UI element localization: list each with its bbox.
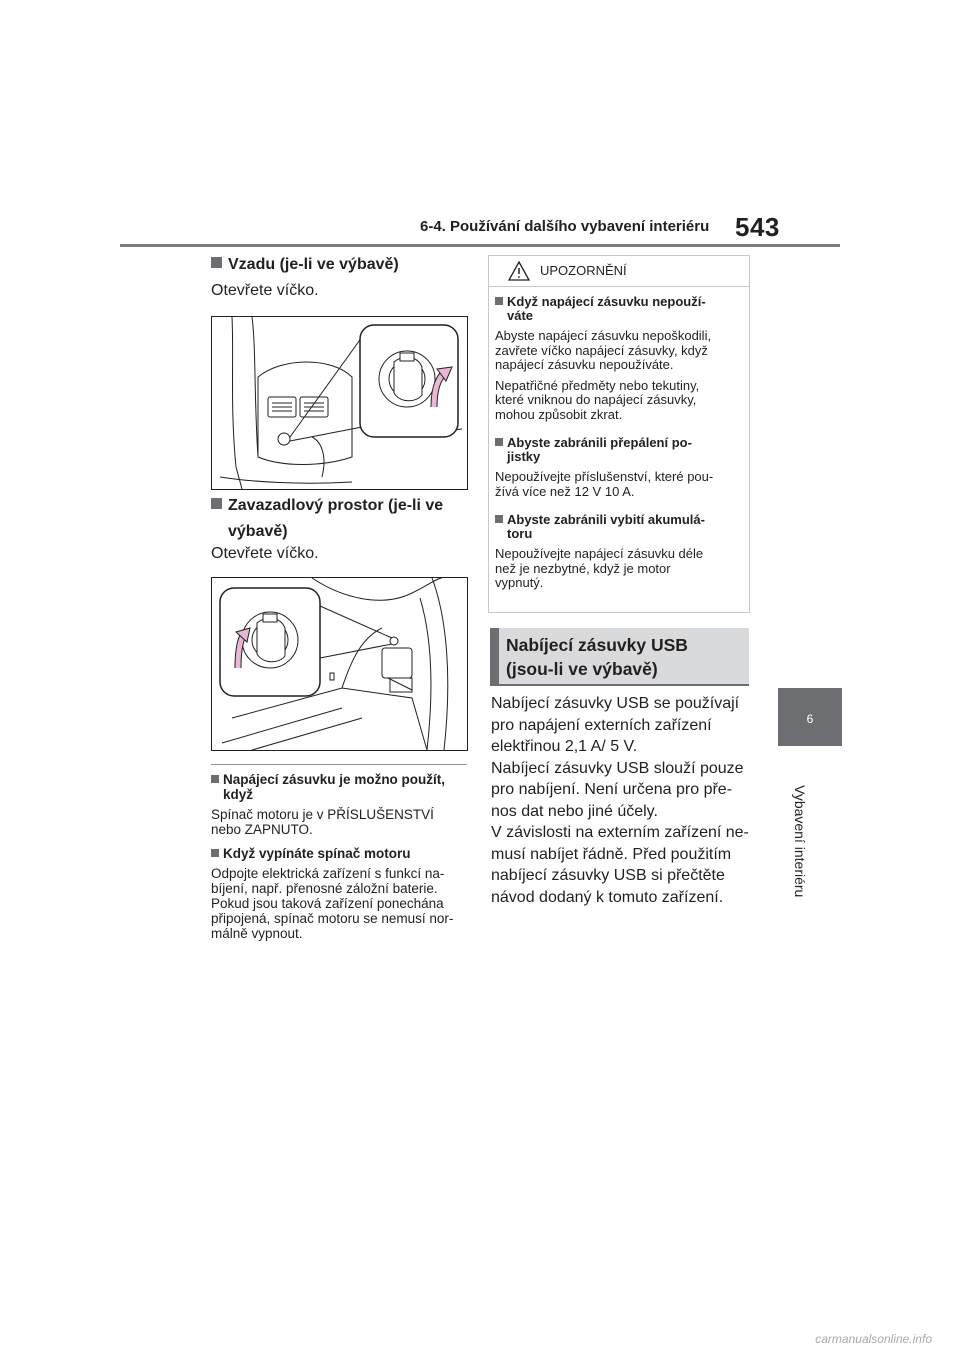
cargo-text: Otevřete víčko. — [211, 545, 319, 562]
note2-line: bíjení, např. přenosné záložní baterie. — [211, 881, 438, 896]
chapter-title: Vybavení interiéru — [792, 785, 808, 898]
cargo-outlet-drawing — [212, 578, 467, 750]
usb-section-rule — [490, 684, 749, 686]
caution-line: Abyste napájecí zásuvku nepoškodili, — [495, 328, 712, 343]
caution-line: mohou způsobit zkrat. — [495, 406, 623, 422]
caution-line: Nepoužívejte příslušenství, které pou- — [495, 469, 714, 484]
usb-line: pro nabíjení. Není určena pro pře- — [491, 781, 733, 798]
caution-heading-line: váte — [507, 308, 534, 323]
caution-heading-line: jistky — [507, 449, 541, 464]
caution-item-heading — [495, 295, 745, 323]
caution-heading-line: Abyste zabránili vybití akumulá- — [507, 512, 705, 527]
caution-line: napájecí zásuvku nepoužíváte. — [495, 357, 674, 372]
rear-heading — [211, 256, 399, 274]
usb-line: nabíjecí zásuvky USB si přečtěte — [491, 867, 725, 884]
note2-line: připojená, spínač motoru se nemusí nor- — [211, 911, 454, 926]
caution-heading-line: toru — [507, 526, 533, 541]
usb-line: Nabíjecí zásuvky USB se používají — [491, 695, 740, 712]
caution-line: než je nezbytné, když je motor — [495, 560, 671, 576]
caution-heading-line: Abyste zabránili přepálení po- — [507, 435, 692, 450]
caution-title: UPOZORNĚNÍ — [540, 263, 627, 278]
caution-line: zavřete víčko napájecí zásuvky, když — [495, 342, 708, 358]
usb-line: musí nabíjet řádně. Před použitím — [491, 845, 732, 863]
caution-paragraph — [495, 329, 745, 373]
note1-text-line2: nebo ZAPNUTO. — [211, 822, 313, 837]
bullet-square-icon — [211, 775, 219, 783]
rear-outlet-illustration — [211, 316, 468, 490]
caution-line: Nepatřičné předměty nebo tekutiny, — [495, 377, 700, 393]
rear-outlet-drawing — [212, 317, 467, 489]
caution-heading-line: Když napájecí zásuvku nepouží- — [507, 294, 706, 309]
note2-line: Odpojte elektrická zařízení s funkcí na- — [211, 866, 445, 881]
caution-item-heading — [495, 513, 745, 541]
warning-triangle-icon — [508, 261, 530, 281]
note1-text-line1: Spínač motoru je v PŘÍSLUŠENSTVÍ — [211, 807, 434, 822]
note2-heading: Když vypínáte spínač motoru — [223, 846, 411, 861]
bullet-square-icon — [495, 438, 503, 446]
caution-paragraph — [495, 547, 745, 591]
caution-line: které vniknou do napájecí zásuvky, — [495, 392, 697, 407]
page-number: 543 — [735, 212, 780, 242]
usb-title-line2: (jsou-li ve výbavě) — [506, 659, 658, 679]
usb-body — [491, 693, 756, 908]
usb-section-title — [506, 633, 688, 681]
cargo-heading-line1: Zavazadlový prostor (je-li ve — [228, 497, 444, 514]
notes-divider — [211, 764, 467, 765]
usb-line: nos dat nebo jiné účely. — [491, 802, 658, 820]
cargo-outlet-illustration — [211, 577, 468, 751]
note2-line: Pokud jsou taková zařízení ponechána — [211, 896, 444, 911]
note-power-outlet-usable — [211, 772, 471, 941]
note1-heading-line2: když — [223, 787, 254, 802]
usb-line: Nabíjecí zásuvky USB slouží pouze — [491, 759, 744, 777]
rear-text: Otevřete víčko. — [211, 282, 319, 299]
bullet-square-icon — [211, 498, 222, 509]
chapter-number: 6 — [806, 712, 814, 726]
rear-heading-text: Vzadu (je-li ve výbavě) — [228, 256, 399, 273]
bullet-square-icon — [211, 849, 219, 857]
caution-line: Nepoužívejte napájecí zásuvku déle — [495, 546, 704, 561]
caution-paragraph — [495, 470, 745, 499]
usb-title-line1: Nabíjecí zásuvky USB — [506, 635, 688, 655]
note2-text — [211, 866, 471, 941]
bullet-square-icon — [211, 257, 222, 268]
watermark: carmanualsonline.info — [815, 1332, 932, 1346]
bullet-square-icon — [495, 297, 503, 305]
usb-line: elektřinou 2,1 A/ 5 V. — [491, 738, 638, 755]
usb-line: návod dodaný k tomuto zařízení. — [491, 888, 724, 906]
cargo-heading-line2: výbavě) — [228, 523, 288, 540]
header-rule — [120, 244, 840, 247]
caution-paragraph — [495, 379, 745, 423]
usb-line: pro napájení externích zařízení — [491, 716, 712, 734]
bullet-square-icon — [495, 515, 503, 523]
cargo-heading — [211, 493, 443, 545]
caution-line: vypnutý. — [495, 575, 544, 590]
caution-item-heading — [495, 436, 745, 464]
note2-line: málně vypnout. — [211, 926, 303, 941]
note1-heading-line1: Napájecí zásuvku je možno použít, — [223, 772, 446, 787]
section-title: 6-4. Používání dalšího vybavení interiéru — [420, 218, 710, 235]
caution-content — [495, 295, 745, 591]
usb-line: V závislosti na externím zařízení ne- — [491, 824, 749, 841]
caution-line: žívá více než 12 V 10 A. — [495, 483, 635, 499]
